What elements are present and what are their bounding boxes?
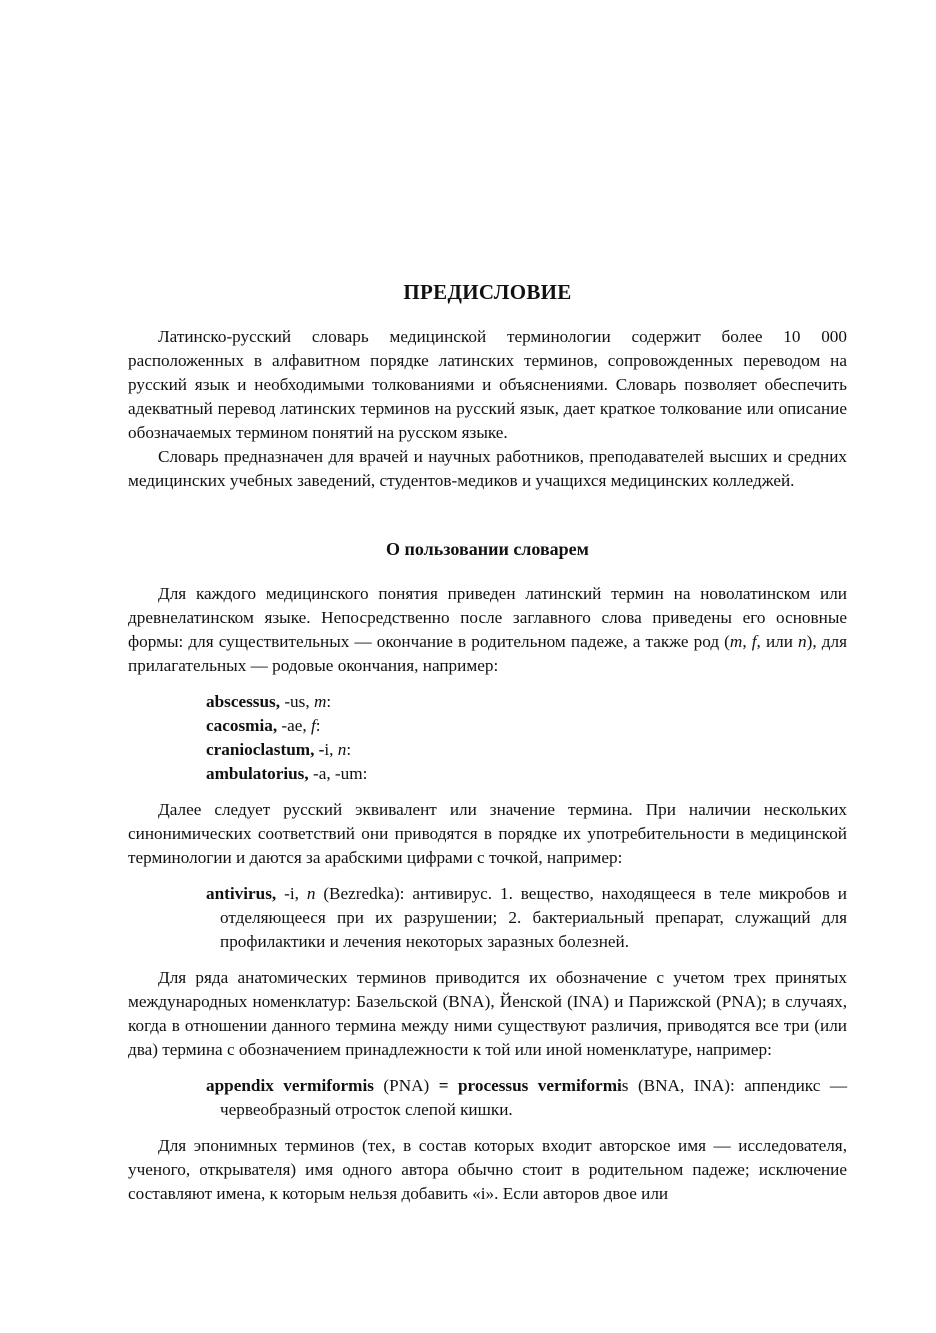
intro-paragraph-1: Латинско-русский словарь медицинской терминологии содержит более 10 000 расположенных в алфавитном порядке латинских терминов, сопровожденных переводом на русский язык и необходимыми толкованиями и объяснениями. Словарь позволяет обеспечить адекватный перевод латинских терминов на русский язык, дает краткое толкование или описание обозначаемых термином понятий на русском языке.: [128, 327, 847, 442]
usage-paragraph-2: Далее следует русский эквивалент или значение термина. При наличии нескольких синонимических соответствий они приводятся в порядке их употребительности в медицинской терминологии и даются за арабскими цифрами с точкой, например:: [128, 800, 847, 867]
page-title: ПРЕДИСЛОВИЕ: [403, 280, 572, 304]
section-title: О пользовании словарем: [386, 539, 589, 559]
intro-paragraph-2: Словарь предназначен для врачей и научных работников, преподавателей высших и средних медицинских учебных заведений, студентов-медиков и учащихся медицинских колледжей.: [128, 447, 847, 490]
dictionary-entry-antivirus: antivirus, -i, n (Bezredka): антивирус. 1. вещество, находящееся в теле микробов и отделяющееся при их разрушении; 2. бактериальный препарат, служащий для профилактики и лечения некоторых заразных болезней.: [206, 884, 847, 951]
example-item: abscessus, -us, m:: [206, 692, 332, 711]
example-list: [206, 690, 847, 786]
dictionary-entry-appendix: appendix vermiformis (PNA) = processus vermiformis (BNA, INA): аппендикс — червеобразный отросток слепой кишки.: [206, 1076, 848, 1119]
usage-paragraph-1: Для каждого медицинского понятия приведен латинский термин на новолатинском или древнелатинском языке. Непосредственно после заглавного слова приведены его основные формы: для существительных — окончание в родительном падеже, а также род (m, f, или n), для прилагательных — родовые окончания, например:: [128, 584, 848, 675]
document-page: [128, 280, 847, 1206]
usage-paragraph-3: Для ряда анатомических терминов приводится их обозначение с учетом трех принятых международных номенклатур: Базельской (BNA), Йенской (INA) и Парижской (PNA); в случаях, когда в отношении данного термина между ними существуют различия, приводятся все три (или два) термина с обозначением принадлежности к той или иной номенклатуре, например:: [128, 968, 847, 1059]
usage-paragraph-4: Для эпонимных терминов (тех, в состав которых входит авторское имя — исследователя, ученого, открывателя) имя одного автора обычно стоит в родительном падеже; исключение составляют имена, к которым нельзя добавить «i». Если авторов двое или: [128, 1136, 847, 1203]
example-item: cacosmia, -ae, f:: [206, 716, 321, 735]
example-item: cranioclastum, -i, n:: [206, 740, 352, 759]
example-item: ambulatorius, -a, -um:: [206, 764, 368, 783]
